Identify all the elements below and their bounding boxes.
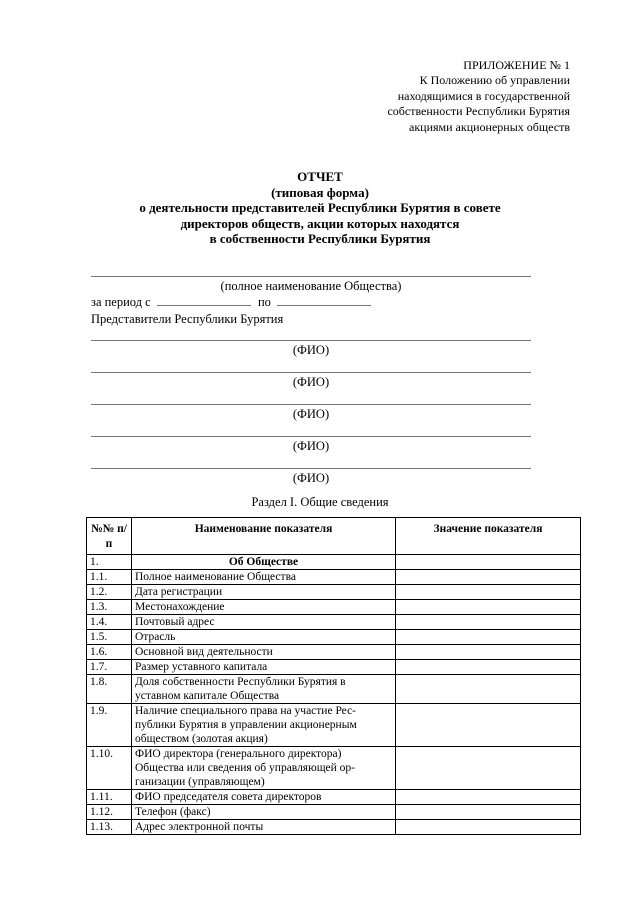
row-value[interactable] bbox=[396, 615, 581, 630]
table-row bbox=[87, 820, 581, 835]
table-row bbox=[87, 600, 581, 615]
row-name: Дата регистрации bbox=[132, 585, 396, 600]
row-num: 1.10. bbox=[87, 747, 132, 790]
fio-line bbox=[91, 372, 531, 373]
row-name: Наличие специального права на участие Рес-публики Бурятия в управлении акционерным обществом (золотая акция) bbox=[132, 704, 396, 747]
appendix-block bbox=[387, 58, 570, 135]
row-value[interactable] bbox=[396, 790, 581, 805]
row-num: 1.11. bbox=[87, 790, 132, 805]
period-from-label: за период с bbox=[91, 295, 151, 309]
row-value[interactable] bbox=[396, 585, 581, 600]
appendix-line: находящимися в государственной bbox=[397, 88, 570, 103]
section-title: Раздел I. Общие сведения bbox=[251, 495, 389, 509]
table-row bbox=[87, 630, 581, 645]
fio-label: (ФИО) bbox=[292, 471, 330, 485]
fio-line bbox=[91, 404, 531, 405]
table-row bbox=[87, 615, 581, 630]
general-info-table bbox=[86, 517, 581, 835]
fio-label: (ФИО) bbox=[292, 375, 330, 389]
header-value: Значение показателя bbox=[396, 518, 581, 555]
row-num: 1.2. bbox=[87, 585, 132, 600]
row-value[interactable] bbox=[396, 600, 581, 615]
title-line: (типовая форма) bbox=[271, 184, 369, 200]
table-row bbox=[87, 660, 581, 675]
row-value[interactable] bbox=[396, 704, 581, 747]
row-num: 1.13. bbox=[87, 820, 132, 835]
period-to-label: по bbox=[257, 295, 271, 309]
table-row bbox=[87, 675, 581, 704]
table-row bbox=[87, 585, 581, 600]
fio-line bbox=[91, 468, 531, 469]
table-row bbox=[87, 805, 581, 820]
title-line: о деятельности представителей Республики Бурятия в совете bbox=[139, 200, 501, 215]
row-value[interactable] bbox=[396, 570, 581, 585]
appendix-line: акциями акционерных обществ bbox=[409, 119, 570, 134]
row-value[interactable] bbox=[396, 675, 581, 704]
row-name: Отрасль bbox=[132, 630, 396, 645]
row-name: Адрес электронной почты bbox=[132, 820, 396, 835]
row-num: 1. bbox=[87, 555, 132, 570]
row-value[interactable] bbox=[396, 805, 581, 820]
row-num: 1.12. bbox=[87, 805, 132, 820]
row-num: 1.1. bbox=[87, 570, 132, 585]
row-value[interactable] bbox=[396, 747, 581, 790]
appendix-line: ПРИЛОЖЕНИЕ № 1 bbox=[463, 58, 570, 72]
table-row bbox=[87, 570, 581, 585]
table-row bbox=[87, 747, 581, 790]
row-name: Основной вид деятельности bbox=[132, 645, 396, 660]
row-name: Телефон (факс) bbox=[132, 805, 396, 820]
company-name-line bbox=[91, 276, 531, 277]
row-name: Почтовый адрес bbox=[132, 615, 396, 630]
row-value[interactable] bbox=[396, 555, 581, 570]
title-line: ОТЧЕТ bbox=[297, 169, 343, 184]
row-num: 1.8. bbox=[87, 675, 132, 704]
fio-line bbox=[91, 436, 531, 437]
table-header-row bbox=[87, 518, 581, 555]
row-num: 1.9. bbox=[87, 704, 132, 747]
row-name: ФИО директора (генерального директора) Общества или сведения об управляющей ор-ганизации (управляющем) bbox=[132, 747, 396, 790]
period-to-field bbox=[277, 293, 371, 306]
title-line: директоров обществ, акции которых находятся bbox=[180, 215, 460, 231]
row-value[interactable] bbox=[396, 820, 581, 835]
row-name: ФИО председателя совета директоров bbox=[132, 790, 396, 805]
row-value[interactable] bbox=[396, 660, 581, 675]
fio-label: (ФИО) bbox=[292, 439, 330, 453]
row-num: 1.4. bbox=[87, 615, 132, 630]
appendix-line: К Положению об управлении bbox=[419, 73, 570, 88]
row-num: 1.6. bbox=[87, 645, 132, 660]
header-name: Наименование показателя bbox=[132, 518, 396, 555]
representatives-label: Представители Республики Бурятия bbox=[91, 312, 284, 326]
table-row bbox=[87, 790, 581, 805]
header-num: №№ п/п bbox=[87, 518, 132, 555]
row-num: 1.5. bbox=[87, 630, 132, 645]
fio-label: (ФИО) bbox=[292, 343, 330, 357]
row-num: 1.3. bbox=[87, 600, 132, 615]
appendix-line: собственности Республики Бурятия bbox=[387, 104, 570, 119]
row-num: 1.7. bbox=[87, 660, 132, 675]
table-row bbox=[87, 704, 581, 747]
row-name: Доля собственности Республики Бурятия в уставном капитале Общества bbox=[132, 675, 396, 704]
fio-label: (ФИО) bbox=[292, 407, 330, 421]
fio-line bbox=[91, 340, 531, 341]
table-row bbox=[87, 555, 581, 570]
company-name-label: (полное наименование Общества) bbox=[220, 279, 402, 293]
table-row bbox=[87, 645, 581, 660]
title-line: в собственности Республики Бурятия bbox=[209, 231, 431, 246]
row-value[interactable] bbox=[396, 630, 581, 645]
row-name: Полное наименование Общества bbox=[132, 570, 396, 585]
period-from-field bbox=[157, 293, 251, 306]
report-title bbox=[0, 169, 640, 247]
row-name: Местонахождение bbox=[132, 600, 396, 615]
row-name: Об Обществе bbox=[132, 555, 396, 570]
row-name: Размер уставного капитала bbox=[132, 660, 396, 675]
row-value[interactable] bbox=[396, 645, 581, 660]
period-row bbox=[91, 293, 371, 310]
